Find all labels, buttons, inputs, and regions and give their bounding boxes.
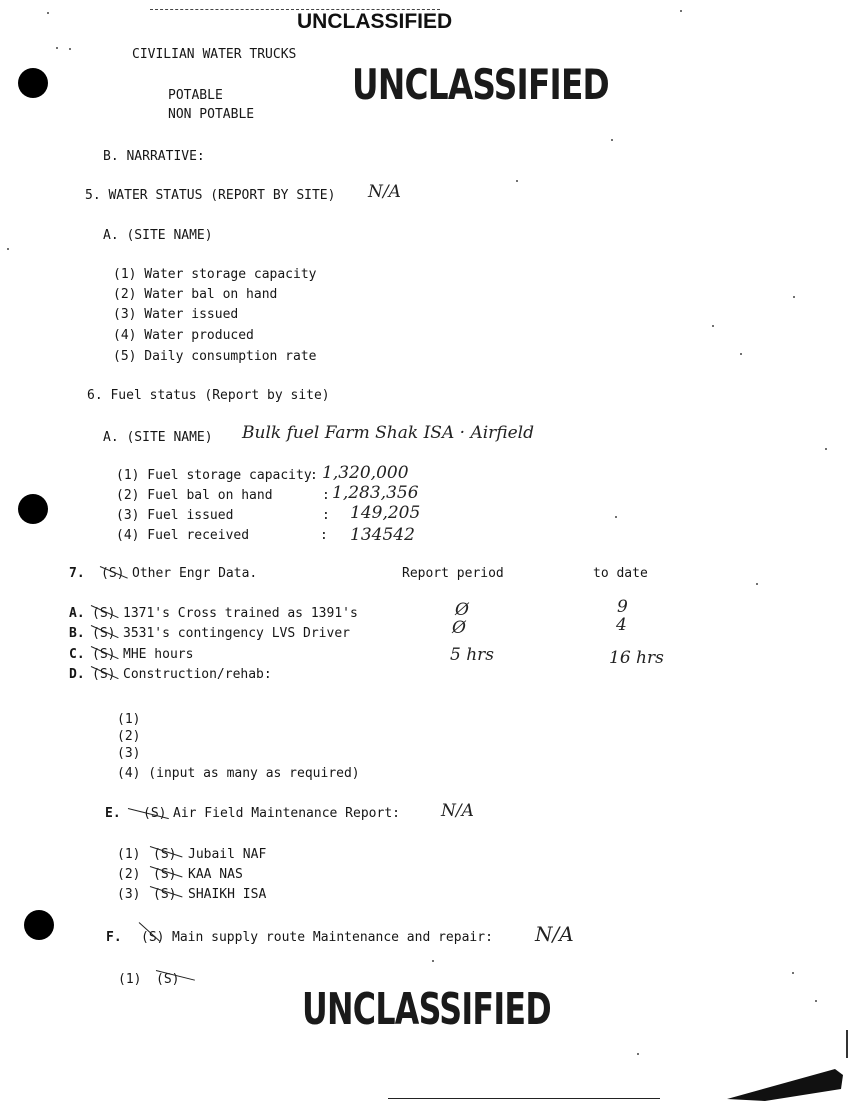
scan-speck: [69, 48, 71, 50]
scan-speck: [611, 139, 613, 141]
airfield-item-2-mark: (S): [153, 867, 177, 882]
engr-row-a-mark: (S): [92, 606, 116, 621]
engr-row-c-period: 5 hrs: [450, 645, 495, 665]
construction-sub-item-2: (2): [117, 729, 141, 744]
fuel-item-4-value: 134542: [350, 525, 415, 545]
water-item-2: (2) Water bal on hand: [113, 287, 278, 302]
water-item-5: (5) Daily consumption rate: [113, 349, 317, 364]
water-site-name: A. (SITE NAME): [103, 228, 213, 243]
scan-speck: [815, 1000, 817, 1002]
engr-heading-text: Other Engr Data.: [132, 566, 258, 581]
fuel-item-4-sep: :: [320, 528, 328, 543]
airfield-item-1-text: Jubail NAF: [188, 847, 267, 862]
airfield-item-2-text: KAA NAS: [188, 867, 243, 882]
punch-hole-middle: [18, 494, 48, 524]
engr-row-d-letter: D.: [69, 667, 85, 682]
corner-smudge: [725, 1055, 845, 1105]
water-item-4: (4) Water produced: [113, 328, 254, 343]
engr-column-report-period: Report period: [402, 566, 504, 581]
scan-speck: [825, 448, 827, 450]
engr-row-b-mark: (S): [92, 626, 116, 641]
engr-row-a-text: 1371's Cross trained as 1391's: [123, 606, 358, 621]
airfield-item-3-num: (3): [117, 887, 141, 902]
fuel-item-2-sep: :: [322, 488, 330, 503]
scan-speck: [712, 325, 714, 327]
scan-speck: [56, 47, 58, 49]
fuel-site-value: Bulk fuel Farm Shak ISA · Airfield: [242, 423, 534, 443]
airfield-item-1-num: (1): [117, 847, 141, 862]
fuel-site-name: A. (SITE NAME): [103, 430, 213, 445]
construction-sub-item-4: (4) (input as many as required): [117, 766, 360, 781]
unclassified-stamp-top: UNCLASSIFIED: [352, 60, 609, 109]
right-edge-mark: [846, 1030, 848, 1058]
narrative-heading: B. NARRATIVE:: [103, 149, 205, 164]
punch-hole-bottom: [24, 910, 54, 940]
engr-row-b-text: 3531's contingency LVS Driver: [123, 626, 350, 641]
msr-letter: F.: [106, 930, 122, 945]
engr-row-c-letter: C.: [69, 647, 85, 662]
water-status-heading: 5. WATER STATUS (REPORT BY SITE): [85, 188, 336, 203]
trucks-potable: POTABLE: [168, 88, 223, 103]
scan-speck: [756, 583, 758, 585]
scan-speck: [432, 960, 434, 962]
punch-hole-top: [18, 68, 48, 98]
scan-speck: [516, 180, 518, 182]
airfield-heading: Air Field Maintenance Report:: [173, 806, 400, 821]
construction-sub-item-3: (3): [117, 746, 141, 761]
bottom-scan-rule: [388, 1098, 660, 1099]
msr-mark: (S): [141, 930, 165, 945]
msr-item-1-mark: (S): [156, 972, 180, 987]
unclassified-stamp-bottom: UNCLASSIFIED: [302, 984, 551, 1035]
scan-speck: [793, 296, 795, 298]
engr-row-d-mark: (S): [92, 667, 116, 682]
airfield-item-2-num: (2): [117, 867, 141, 882]
fuel-item-4-label: (4) Fuel received: [116, 528, 250, 543]
water-item-3: (3) Water issued: [113, 307, 239, 322]
classification-banner-top: UNCLASSIFIED: [297, 10, 453, 33]
engr-row-a-letter: A.: [69, 606, 85, 621]
fuel-item-3-value: 149,205: [350, 503, 421, 523]
engr-row-a-todate: 9: [617, 597, 628, 617]
engr-row-c-mark: (S): [92, 647, 116, 662]
fuel-item-2-value: 1,283,356: [332, 483, 419, 503]
fuel-item-1-label: (1) Fuel storage capacity: [116, 468, 312, 483]
engr-row-b-period: Ø: [452, 618, 466, 638]
engr-heading-number: 7.: [69, 566, 85, 581]
airfield-item-1-mark: (S): [153, 847, 177, 862]
scan-speck: [680, 10, 682, 12]
fuel-status-heading: 6. Fuel status (Report by site): [87, 388, 330, 403]
scan-speck: [637, 1053, 639, 1055]
engr-row-c-todate: 16 hrs: [609, 648, 664, 668]
construction-sub-item-1: (1): [117, 712, 141, 727]
airfield-annotation: N/A: [441, 801, 474, 821]
scan-speck: [7, 248, 9, 250]
fuel-item-1-sep: :: [310, 468, 318, 483]
engr-heading-mark: (S): [101, 566, 125, 581]
fuel-item-3-label: (3) Fuel issued: [116, 508, 234, 523]
scan-speck: [792, 972, 794, 974]
fuel-item-2-label: (2) Fuel bal on hand: [116, 488, 273, 503]
fuel-item-3-sep: :: [322, 508, 330, 523]
water-item-1: (1) Water storage capacity: [113, 267, 317, 282]
trucks-non-potable: NON POTABLE: [168, 107, 255, 122]
fuel-item-1-value: 1,320,000: [322, 463, 409, 483]
engr-row-b-letter: B.: [69, 626, 85, 641]
airfield-mark: (S): [143, 806, 167, 821]
airfield-item-3-text: SHAIKH ISA: [188, 887, 267, 902]
engr-column-to-date: to date: [593, 566, 648, 581]
engr-row-d-text: Construction/rehab:: [123, 667, 272, 682]
airfield-letter: E.: [105, 806, 121, 821]
trucks-title: CIVILIAN WATER TRUCKS: [132, 47, 297, 62]
scan-speck: [615, 516, 617, 518]
engr-row-b-todate: 4: [616, 615, 627, 635]
msr-annotation: N/A: [535, 922, 574, 946]
engr-row-a-period: Ø: [455, 600, 469, 620]
scan-speck: [47, 12, 49, 14]
water-status-annotation: N/A: [368, 182, 401, 202]
airfield-item-3-mark: (S): [153, 887, 177, 902]
scan-speck: [740, 353, 742, 355]
engr-row-c-text: MHE hours: [123, 647, 194, 662]
msr-item-1-num: (1): [118, 972, 142, 987]
msr-heading: Main supply route Maintenance and repair:: [172, 930, 493, 945]
